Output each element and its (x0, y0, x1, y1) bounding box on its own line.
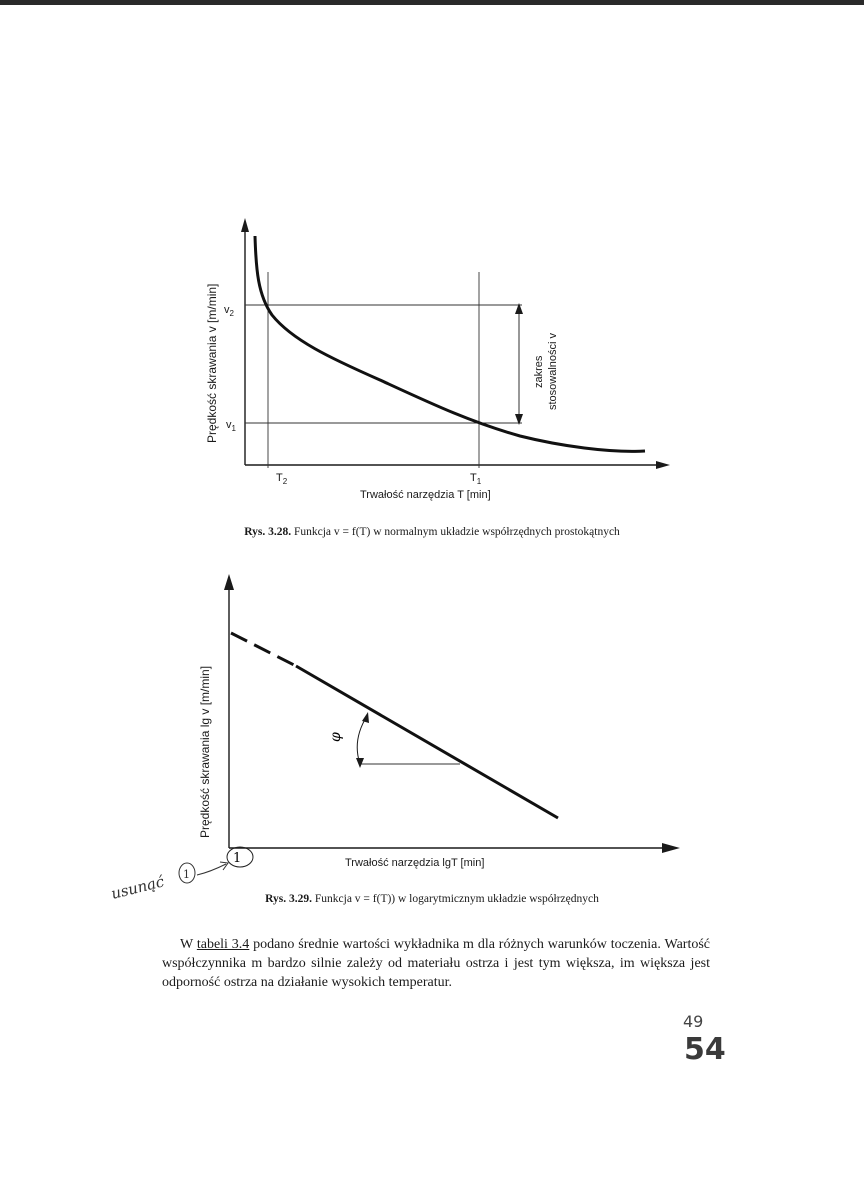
angle-arrow-top (362, 712, 369, 723)
v-T-curve (255, 236, 645, 451)
caption-3-28-number: Rys. 3.28. (244, 526, 292, 538)
caption-3-28 (0, 526, 864, 538)
caption-3-28-text: Funkcja v = f(T) w normalnym układzie współrzędnych prostokątnych (291, 526, 620, 538)
paragraph-rest: podano średnie wartości wykładnika m dla różnych warunków toczenia. Wartość współczynnika m bardzo silnie zależy od materiału ostrza i jest tym większa, im większa jest odporność ostrza na działanie wysokich temperatur. (162, 937, 710, 990)
caption-3-29-text: Funkcja v = f(T)) w logarytmicznym układzie współrzędnych (312, 893, 599, 905)
fig2-ylabel: Prędkość skrawania lg v [m/min] (198, 665, 212, 838)
x-tick-T1: $T_1$ (470, 472, 482, 486)
paragraph-start: W (180, 937, 197, 952)
x-axis-2-arrowhead (662, 843, 680, 853)
y-tick-v2: $v_2$ (224, 304, 234, 318)
y-axis-arrowhead (241, 218, 249, 232)
table-reference: tabeli 3.4 (196, 937, 250, 952)
range-label-line2: stosowalności v (547, 332, 559, 410)
angle-label: φ (328, 732, 344, 742)
fig1-xlabel: Trwałość narzędzia T [min] (360, 489, 491, 501)
page-number-old: 49 (683, 1012, 704, 1031)
fig1-ylabel: Prędkość skrawania v [m/min] (205, 283, 219, 443)
page-number-new: 54 (684, 1032, 726, 1067)
fig2-xlabel: Trwałość narzędzia lgT [min] (345, 857, 485, 869)
x-tick-T2: $T_2$ (276, 472, 288, 486)
caption-3-29-number: Rys. 3.29. (265, 893, 312, 905)
paragraph-text (162, 935, 710, 992)
angle-arrow-bottom (356, 758, 364, 768)
x-axis-arrowhead (656, 461, 670, 469)
scan-edge (0, 0, 864, 5)
figure-3-28 (0, 200, 864, 520)
dashed-extension (231, 633, 296, 666)
caption-3-29 (0, 893, 864, 905)
origin-label: 1 (233, 851, 242, 866)
handwritten-note: usunąć (109, 872, 166, 903)
note-circled-number: 1 (183, 868, 190, 881)
note-arrow (197, 864, 226, 875)
y-tick-v1: $v_1$ (226, 419, 236, 433)
angle-arc (357, 716, 367, 764)
body-paragraph (162, 935, 710, 992)
y-axis-2-arrowhead (224, 574, 234, 590)
range-label-line1: zakres (533, 355, 545, 388)
